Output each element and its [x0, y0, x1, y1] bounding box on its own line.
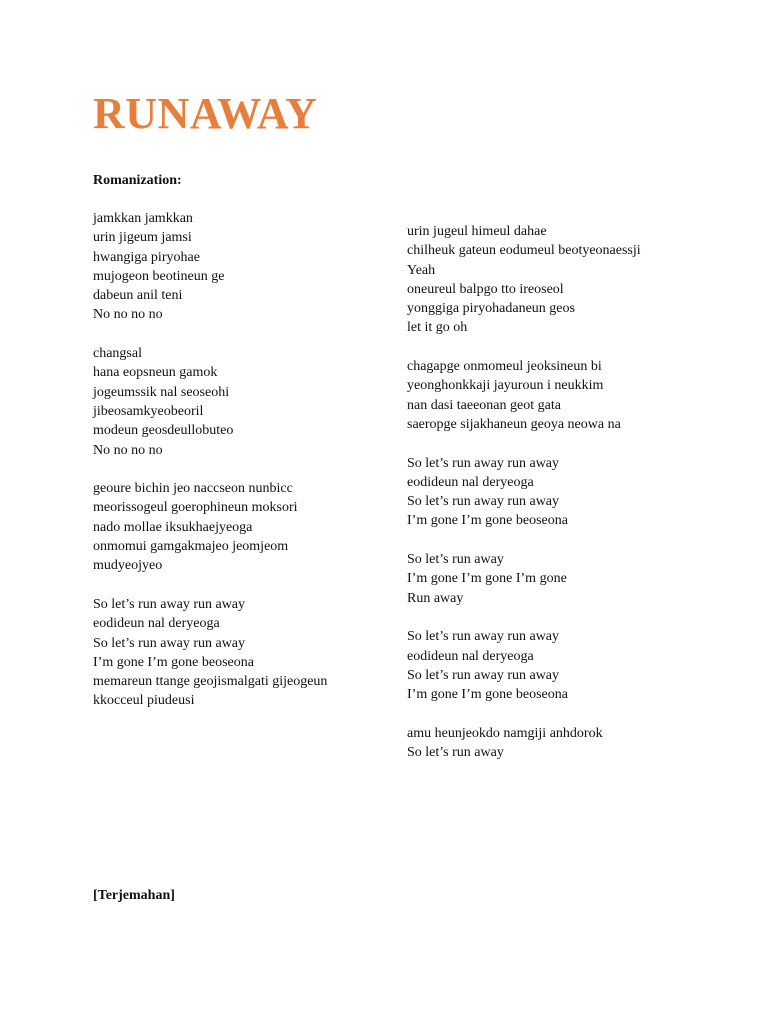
translation-label: [Terjemahan] [93, 888, 175, 903]
lyric-stanza [93, 209, 393, 325]
lyric-line: jogeumssik nal seoseohi [93, 384, 230, 400]
lyric-line: Run away [407, 590, 464, 606]
lyric-line: So let’s run away run away [407, 629, 560, 645]
lyric-stanza [407, 550, 737, 608]
lyric-line: So let’s run away [407, 745, 504, 761]
lyric-line: So let’s run away [407, 552, 504, 568]
lyric-line: nan dasi taeeonan geot gata [407, 397, 561, 413]
lyric-line: let it go oh [407, 320, 468, 336]
lyric-line: modeun geosdeullobuteo [93, 423, 234, 439]
lyric-line: urin jugeul himeul dahae [407, 224, 547, 239]
lyric-stanza [407, 627, 737, 704]
lyric-line: nado mollae iksukhaejyeoga [93, 519, 253, 535]
lyric-line: chagapge onmomeul jeoksineun bi [407, 359, 602, 375]
lyric-stanza [93, 479, 393, 575]
lyric-line: oneureul balpgo tto ireoseol [407, 281, 564, 297]
lyric-line: I’m gone I’m gone beoseona [407, 513, 568, 529]
lyric-line: dabeun anil teni [93, 288, 183, 304]
lyric-line: amu heunjeokdo namgiji anhdorok [407, 725, 603, 741]
lyric-line: yonggiga piryohadaneun geos [407, 301, 575, 317]
lyric-line: mudyeojyeo [93, 558, 163, 574]
lyric-line: jibeosamkyeobeoril [93, 403, 204, 419]
lyric-stanza [93, 595, 393, 711]
lyric-line: So let’s run away run away [407, 667, 560, 683]
lyric-line: kkocceul piudeusi [93, 693, 195, 709]
lyric-stanza [93, 344, 393, 460]
lyric-stanza [407, 357, 737, 434]
lyric-line: jamkkan jamkkan [93, 211, 193, 226]
lyric-line: I’m gone I’m gone beoseona [407, 687, 568, 703]
lyric-line: I’m gone I’m gone I’m gone [407, 571, 567, 587]
lyric-line: changsal [93, 346, 142, 362]
lyric-stanza [407, 222, 737, 338]
lyrics-right-column [407, 222, 737, 782]
lyric-line: chilheuk gateun eodumeul beotyeonaessji [407, 243, 641, 259]
lyric-line: mujogeon beotineun ge [93, 268, 225, 284]
lyric-line: No no no no [93, 307, 163, 323]
lyric-line: geoure bichin jeo naccseon nunbicc [93, 481, 293, 497]
lyric-line: So let’s run away run away [407, 494, 560, 510]
song-title: RUNAWAY [93, 89, 318, 138]
lyric-line: yeonghonkkaji jayuroun i neukkim [407, 378, 604, 394]
lyric-line: saeropge sijakhaneun geoya neowa na [407, 416, 621, 432]
lyric-line: urin jigeum jamsi [93, 230, 192, 246]
lyric-line: I’m gone I’m gone beoseona [93, 654, 254, 670]
lyric-line: meorissogeul goerophineun moksori [93, 500, 298, 516]
lyric-line: memareun ttange geojismalgati gijeogeun [93, 674, 328, 690]
lyric-line: Yeah [407, 262, 436, 278]
lyric-line: So let’s run away run away [93, 635, 246, 651]
lyric-stanza [407, 724, 737, 763]
lyric-line: onmomui gamgakmajeo jeomjeom [93, 539, 289, 555]
lyric-line: hana eopsneun gamok [93, 365, 218, 381]
lyrics-left-column [93, 209, 393, 730]
lyric-line: So let’s run away run away [407, 455, 560, 471]
romanization-label: Romanization: [93, 173, 182, 188]
lyric-line: eodideun nal deryeoga [407, 474, 534, 490]
lyric-line: No no no no [93, 442, 163, 458]
lyric-line: eodideun nal deryeoga [93, 616, 220, 632]
lyric-line: So let’s run away run away [93, 596, 246, 612]
lyric-line: hwangiga piryohae [93, 249, 200, 265]
lyric-line: eodideun nal deryeoga [407, 648, 534, 664]
lyric-stanza [407, 454, 737, 531]
